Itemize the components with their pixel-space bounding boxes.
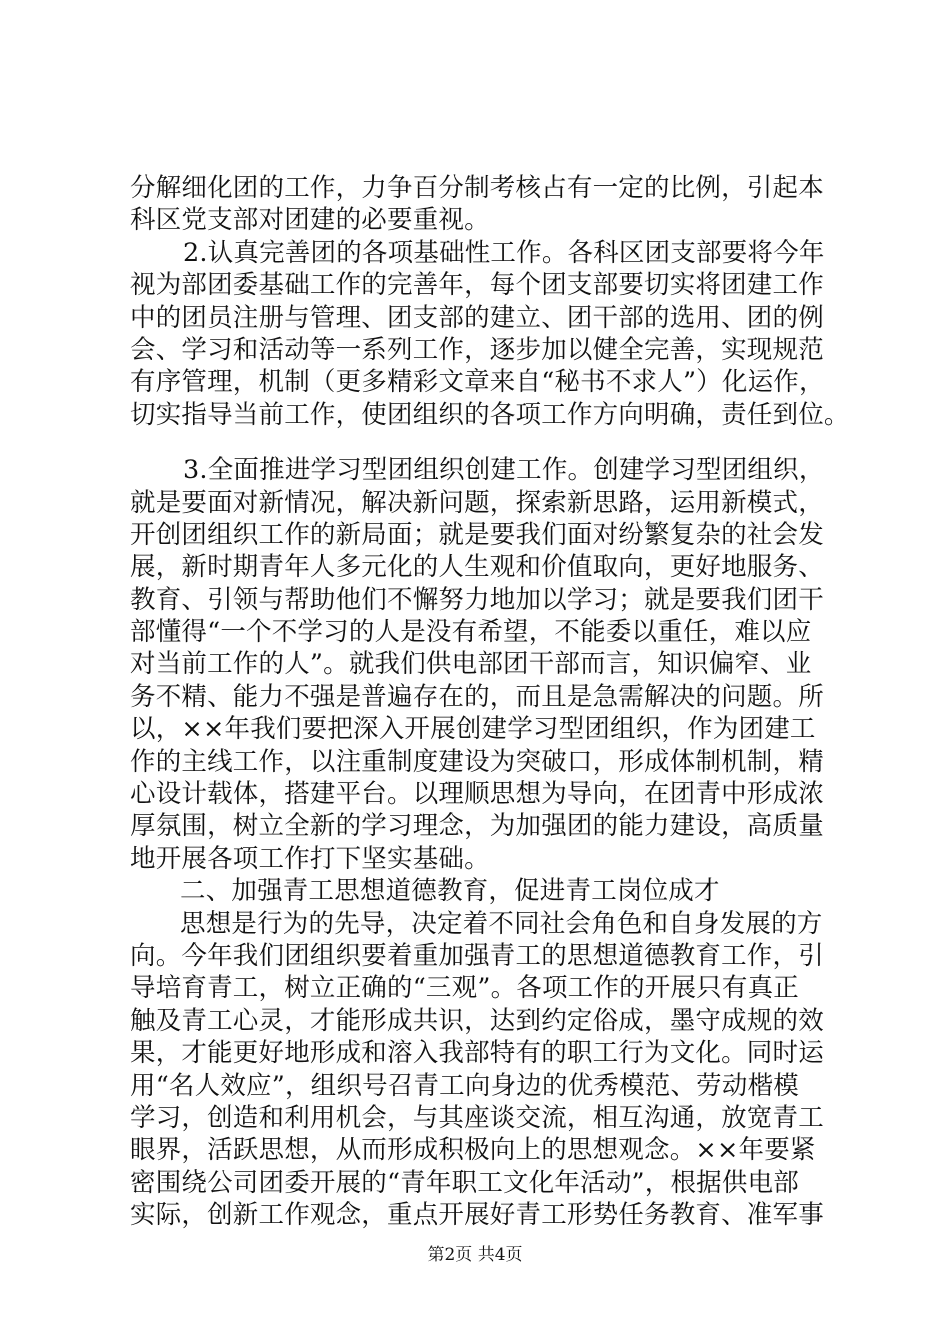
text-line: 密围绕公司团委开展的“青年职工文化年活动”，根据供电部 <box>130 1167 799 1198</box>
text-line: 心设计载体，搭建平台。以理顺思想为导向，在团青中形成浓 <box>130 779 824 810</box>
paragraph <box>130 454 830 875</box>
text-line: 导培育青工，树立正确的“三观”。各项工作的开展只有真正 <box>130 973 799 1004</box>
document-body <box>130 172 850 1232</box>
text-line: 二、加强青工思想道德教育，促进青工岗位成才 <box>180 876 720 907</box>
text-line: 学习，创造和利用机会，与其座谈交流，相互沟通，放宽青工 <box>130 1102 824 1133</box>
paragraph <box>130 172 830 237</box>
text-line: 教育、引领与帮助他们不懈努力地加以学习；就是要我们团干 <box>130 584 824 615</box>
text-line: 向。今年我们团组织要着重加强青工的思想道德教育工作，引 <box>130 940 824 971</box>
text-line: 对当前工作的人”。就我们供电部团干部而言，知识偏窄、业 <box>130 649 812 680</box>
text-line: 厚氛围，树立全新的学习理念，为加强团的能力建设，高质量 <box>130 811 824 842</box>
text-line: 视为部团委基础工作的完善年，每个团支部要切实将团建工作 <box>130 270 824 301</box>
text-line: 开创团组织工作的新局面；就是要我们面对纷繁复杂的社会发 <box>130 519 824 550</box>
text-line: 地开展各项工作打下坚实基础。 <box>130 843 490 874</box>
paragraph <box>130 908 830 1232</box>
text-line: 就是要面对新情况，解决新问题，探索新思路，运用新模式， <box>130 487 824 518</box>
text-line: 切实指导当前工作，使团组织的各项工作方向明确，责任到位。 <box>130 399 850 430</box>
text-line: 以，××年我们要把深入开展创建学习型团组织，作为团建工 <box>130 714 816 745</box>
text-line: 科区党支部对团建的必要重视。 <box>130 205 490 236</box>
text-line: 2.认真完善团的各项基础性工作。各科区团支部要将今年 <box>183 237 825 268</box>
text-line: 会、学习和活动等一系列工作，逐步加以健全完善，实现规范 <box>130 334 824 365</box>
page-number-label: 第2页 共4页 <box>427 1245 523 1265</box>
paragraph <box>130 237 850 431</box>
text-line: 思想是行为的先导，决定着不同社会角色和自身发展的方 <box>180 908 823 939</box>
text-line: 作的主线工作，以注重制度建设为突破口，形成体制机制，精 <box>130 746 824 777</box>
text-line: 中的团员注册与管理、团支部的建立、团干部的选用、团的例 <box>130 302 824 333</box>
text-line: 眼界，活跃思想，从而形成积极向上的思想观念。××年要紧 <box>130 1135 816 1166</box>
text-line: 用“名人效应”，组织号召青工向身边的优秀模范、劳动楷模 <box>130 1070 799 1101</box>
text-line: 部懂得“一个不学习的人是没有希望，不能委以重任，难以应 <box>130 617 812 648</box>
paragraph-spacer <box>130 431 830 454</box>
text-line: 触及青工心灵，才能形成共识，达到约定俗成，墨守成规的效 <box>130 1005 824 1036</box>
section-heading <box>130 875 830 907</box>
text-line: 果，才能更好地形成和溶入我部特有的职工行为文化。同时运 <box>130 1038 824 1069</box>
text-line: 3.全面推进学习型团组织创建工作。创建学习型团组织， <box>183 455 825 486</box>
text-line: 展，新时期青年人多元化的人生观和价值取向，更好地服务、 <box>130 552 824 583</box>
text-line: 务不精、能力不强是普遍存在的，而且是急需解决的问题。所 <box>130 681 824 712</box>
page-footer <box>0 1244 950 1266</box>
text-line: 有序管理，机制（更多精彩文章来自“秘书不求人”）化运作， <box>130 367 825 398</box>
text-line: 分解细化团的工作，力争百分制考核占有一定的比例，引起本 <box>130 173 824 203</box>
text-line: 实际，创新工作观念，重点开展好青工形势任务教育、准军事 <box>130 1200 824 1231</box>
